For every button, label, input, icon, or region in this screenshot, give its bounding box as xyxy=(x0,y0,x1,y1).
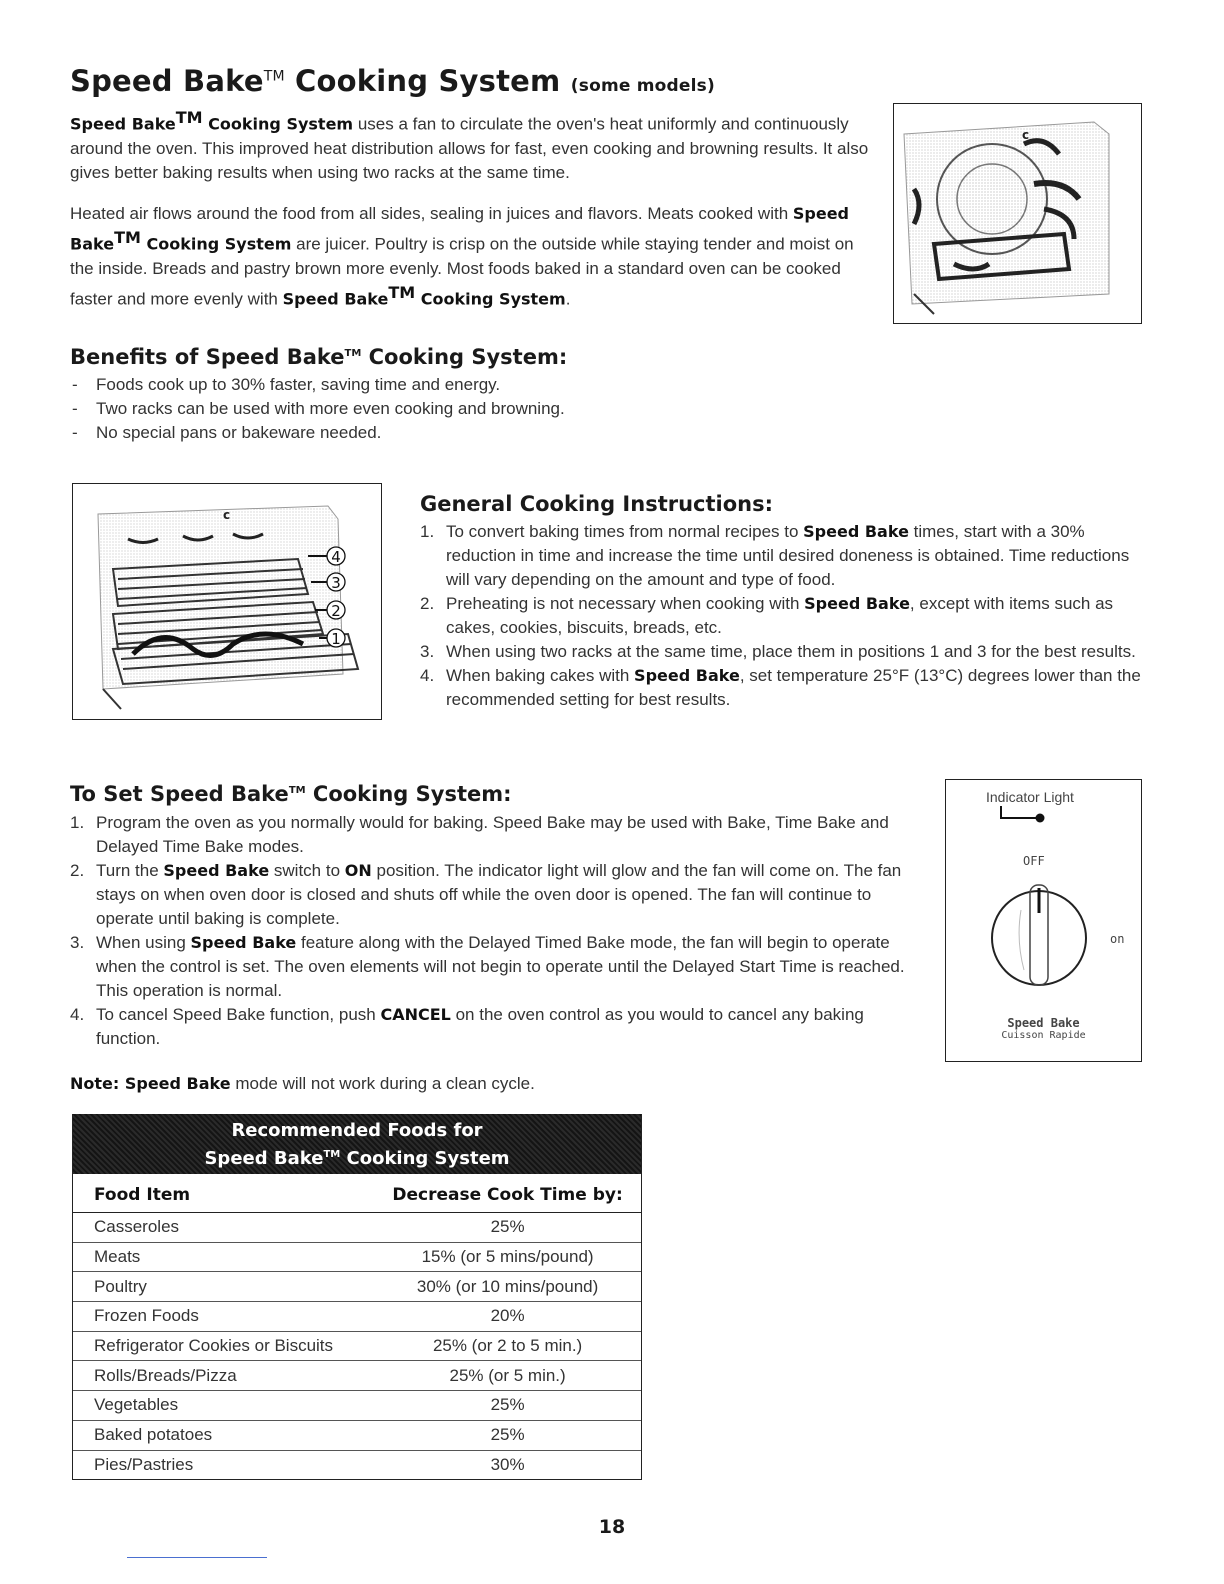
switch-name-french-label: Cuisson Rapide xyxy=(1001,1030,1086,1041)
oven-rack-diagram xyxy=(73,484,380,718)
oven-rack-positions-illustration xyxy=(72,483,382,720)
list-item: 3. When using Speed Bake feature along with the Delayed Timed Bake mode, the fan will begin to operate when the control is set. The oven elements will not begin to operate until the Delayed Start Time is reached. This operation is normal. xyxy=(70,933,905,1000)
recommended-foods-table xyxy=(72,1114,642,1480)
list-item: - Foods cook up to 30% faster, saving time and energy. xyxy=(70,373,830,397)
title-suffix: (some models) xyxy=(570,76,715,96)
decrease-time-cell: 25% xyxy=(374,1391,641,1421)
benefits-heading: Benefits of Speed Bake™ Cooking System: xyxy=(70,345,568,369)
table-title: Recommended Foods for Speed Bake™ Cooking System xyxy=(73,1114,641,1174)
decrease-time-cell: 30% (or 10 mins/pound) xyxy=(374,1272,641,1302)
decrease-time-cell: 25% (or 5 min.) xyxy=(374,1361,641,1391)
footer-line xyxy=(127,1557,267,1558)
general-instructions-list xyxy=(420,520,1142,712)
decrease-time-cell: 30% xyxy=(490,1454,525,1474)
benefits-list xyxy=(70,373,830,445)
general-instructions-heading: General Cooking Instructions: xyxy=(420,492,774,516)
oven-airflow-illustration xyxy=(893,103,1142,324)
switch-on-label: on xyxy=(1110,932,1125,946)
table-row xyxy=(73,1272,641,1302)
table-row xyxy=(73,1450,641,1479)
indicator-light-icon xyxy=(1036,814,1045,823)
rack-label-1: 1 xyxy=(331,630,341,648)
list-item: 1. Program the oven as you normally would for baking. Speed Bake may be used with Bake, Time Bake and Delayed Time Bake modes. xyxy=(70,813,889,856)
decrease-time-cell: 25% xyxy=(374,1420,641,1450)
table-row xyxy=(73,1391,641,1421)
decrease-time-cell: 25% xyxy=(374,1213,641,1243)
svg-text:c: c xyxy=(223,508,231,522)
table-row xyxy=(73,1361,641,1391)
switch-off-label: OFF xyxy=(1023,854,1045,868)
page-title: Speed Bake™ Cooking System (some models) xyxy=(70,64,715,98)
food-item-cell: Casseroles xyxy=(73,1213,374,1243)
rack-label-3: 3 xyxy=(331,574,341,592)
food-item-cell: Meats xyxy=(73,1242,374,1272)
column-header-decrease-time: Decrease Cook Time by: xyxy=(374,1174,641,1213)
food-item-cell: Baked potatoes xyxy=(73,1420,374,1450)
table-row xyxy=(73,1331,641,1361)
food-item-cell: Poultry xyxy=(73,1272,374,1302)
clean-cycle-note: Note: Speed Bake mode will not work during a clean cycle. xyxy=(70,1074,535,1093)
indicator-light-label: Indicator Light xyxy=(986,789,1074,805)
decrease-time-cell: 15% (or 5 mins/pound) xyxy=(374,1242,641,1272)
rack-label-2: 2 xyxy=(331,602,341,620)
table-row xyxy=(73,1420,641,1450)
list-item: - Two racks can be used with more even cooking and browning. xyxy=(70,397,830,421)
oven-fan-diagram xyxy=(894,104,1140,322)
list-item: 4. When baking cakes with Speed Bake, set temperature 25°F (13°C) degrees lower than the recommended setting for best results. xyxy=(420,666,1141,709)
foods-table xyxy=(73,1174,641,1479)
food-item-cell: Pies/Pastries xyxy=(94,1454,194,1474)
table-row xyxy=(73,1302,641,1332)
intro-paragraph-1: Speed Bake™ Cooking System uses a fan to circulate the oven's heat uniformly and continuously around the oven. This improved heat distribution allows for fast, even cooking and browning results. It also gives better baking results when using two racks at the same time. xyxy=(70,108,869,182)
rack-label-4: 4 xyxy=(331,548,341,566)
food-item-cell: Refrigerator Cookies or Biscuits xyxy=(73,1331,374,1361)
food-item-cell: Vegetables xyxy=(73,1391,374,1421)
decrease-time-cell: 25% (or 2 to 5 min.) xyxy=(374,1331,641,1361)
page-number: 18 xyxy=(598,1516,626,1538)
food-item-cell: Rolls/Breads/Pizza xyxy=(73,1361,374,1391)
table-row xyxy=(73,1213,641,1243)
list-item: 4. To cancel Speed Bake function, push CANCEL on the oven control as you would to cancel any baking function. xyxy=(70,1005,864,1048)
list-item: 3. When using two racks at the same time, place them in positions 1 and 3 for the best results. xyxy=(420,642,1136,661)
list-item: 2. Turn the Speed Bake switch to ON position. The indicator light will glow and the fan will come on. The fan stays on when oven door is closed and shuts off while the oven door is opened. The fan will continue to operate until baking is complete. xyxy=(70,861,902,928)
speed-bake-switch-illustration xyxy=(945,779,1142,1062)
svg-text:c: c xyxy=(1022,128,1030,142)
table-row xyxy=(73,1242,641,1272)
decrease-time-cell: 20% xyxy=(374,1302,641,1332)
list-item: - No special pans or bakeware needed. xyxy=(70,421,830,445)
intro-paragraph-2: Heated air flows around the food from all sides, sealing in juices and flavors. Meats cooked with Speed Bake™ Cooking System are juicer. Poultry is crisp on the outside while staying tender and moist on the inside. Breads and pastry brown more evenly. Most foods baked in a standard oven can be cooked faster and more evenly with Speed Bake™ Cooking System. xyxy=(70,204,854,309)
food-item-cell: Frozen Foods xyxy=(73,1302,374,1332)
set-speed-bake-heading: To Set Speed Bake™ Cooking System: xyxy=(70,782,512,806)
column-header-food-item: Food Item xyxy=(73,1174,374,1213)
switch-name-label: Speed Bake xyxy=(1007,1016,1080,1030)
list-item: 1. To convert baking times from normal recipes to Speed Bake times, start with a 30% reduction in time and increase the time until desired doneness is obtained. Time reductions will vary depending on the amount and type of food. xyxy=(420,522,1130,589)
list-item: 2. Preheating is not necessary when cooking with Speed Bake, except with items such as cakes, cookies, biscuits, breads, etc. xyxy=(420,594,1114,637)
set-speed-bake-list xyxy=(70,811,925,1051)
